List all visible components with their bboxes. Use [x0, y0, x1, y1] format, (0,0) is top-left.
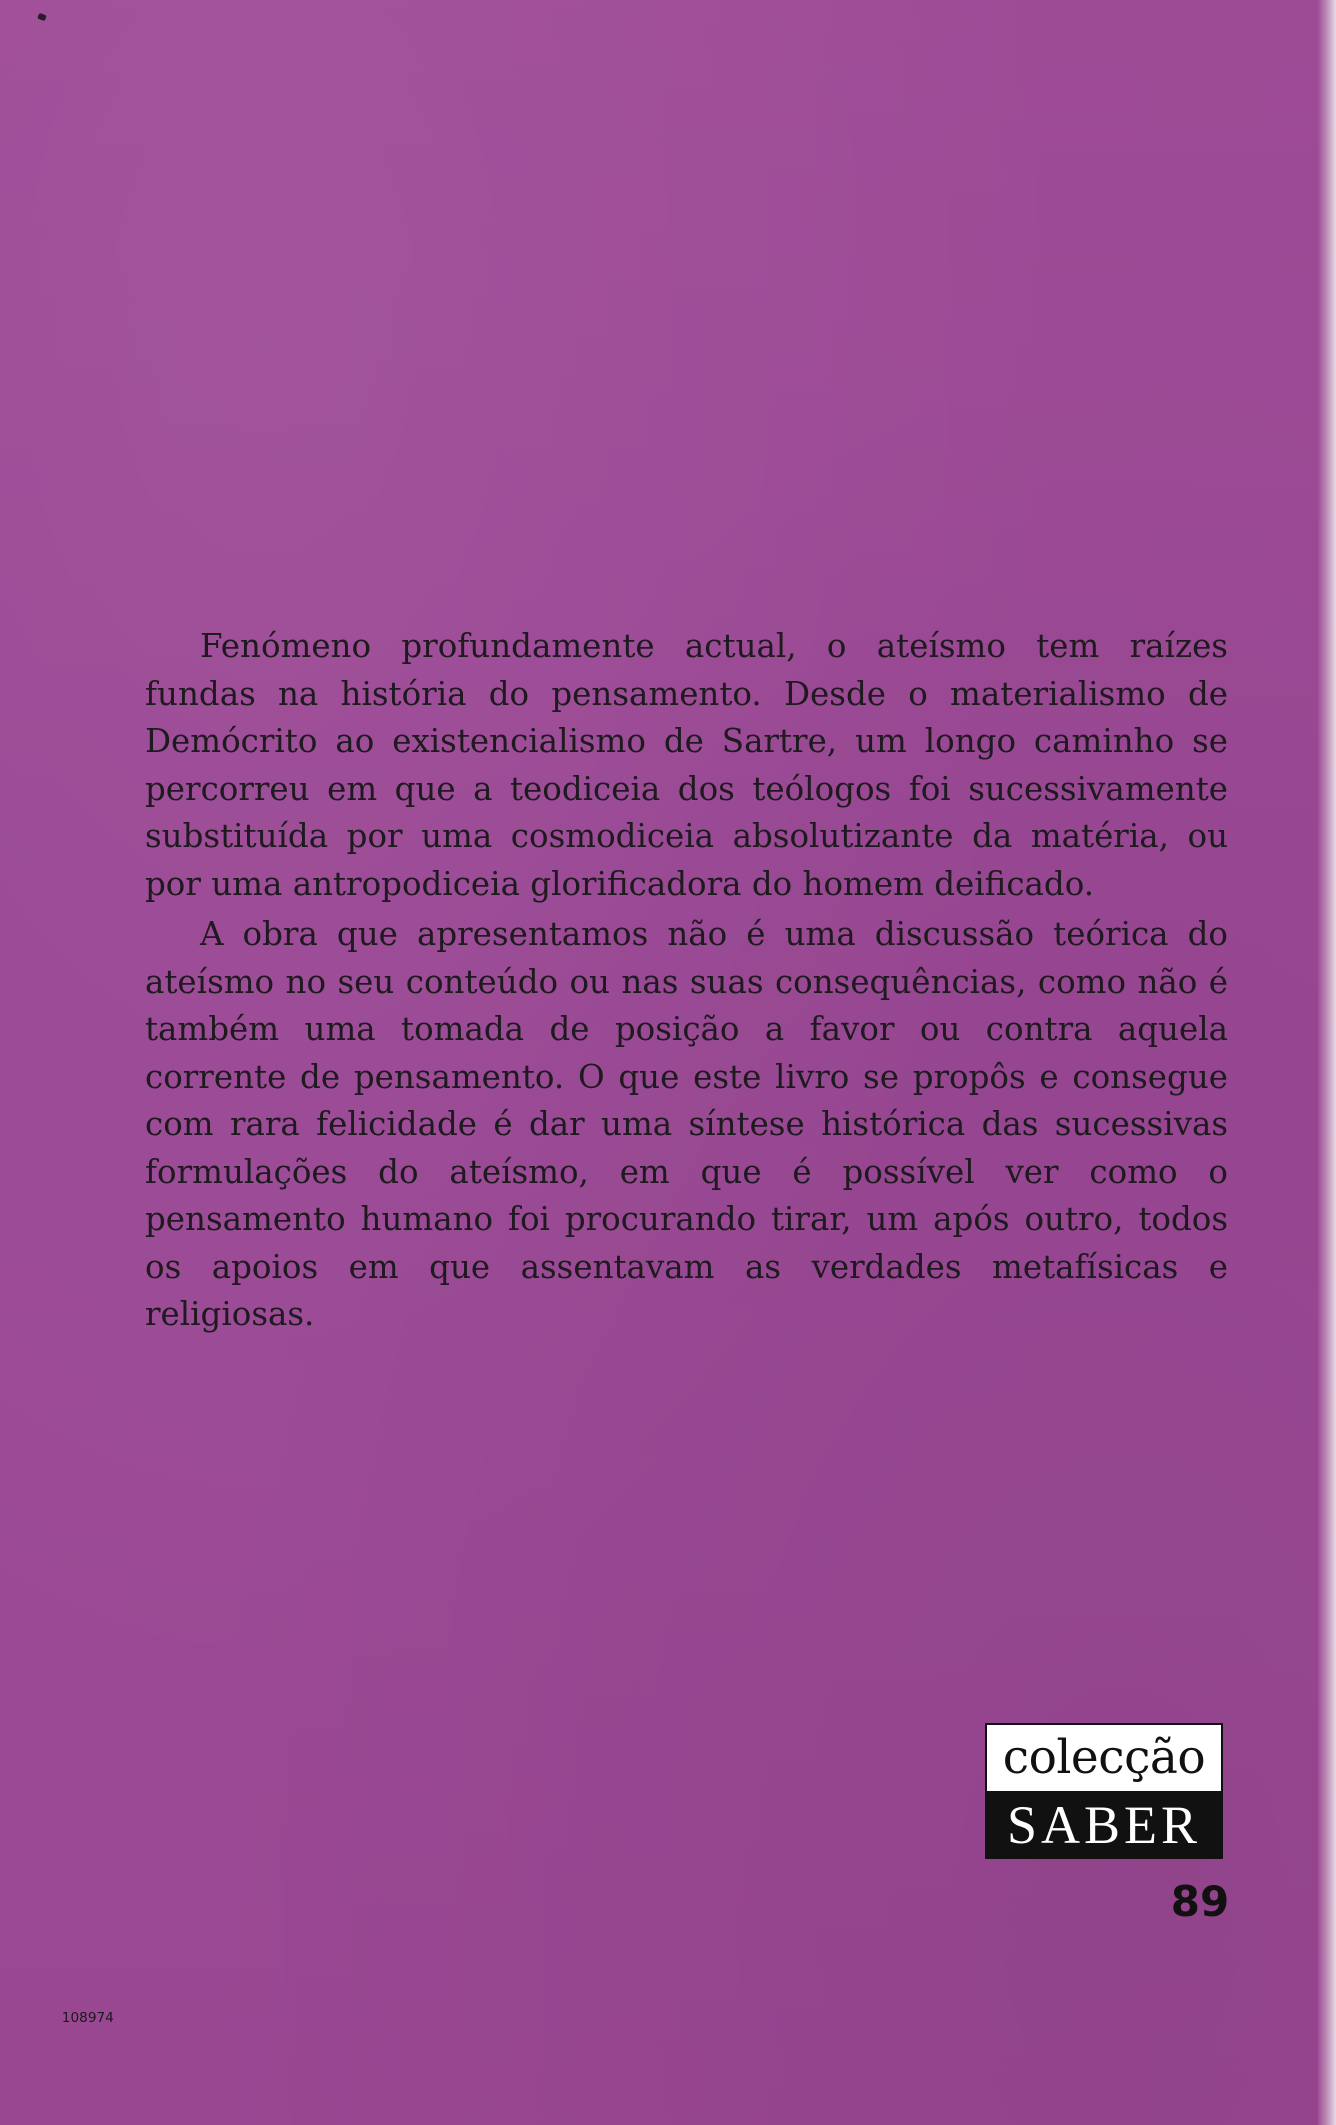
- stock-code: 108974: [61, 2011, 114, 2026]
- blurb-paragraph-1: Fenómeno profundamente actual, o ateísmo tem raízes fundas na história do pensamento. Desde o materialismo de Demócrito ao existencialismo de Sartre, um longo caminho se percorreu em que a teodiceia dos teólogos foi sucessivamente substituída por uma cosmodiceia absolutizante da matéria, ou por uma antropodiceia glorificadora do homem deificado.: [145, 627, 1228, 903]
- ink-speck: [37, 13, 47, 21]
- series-logo-top-text: colecção: [987, 1725, 1221, 1791]
- series-logo: [985, 1723, 1223, 1859]
- cover-edge: [1318, 0, 1336, 2125]
- blurb-paragraph-2: A obra que apresentamos não é uma discussão teórica do ateísmo no seu conteúdo ou nas suas consequências, como não é também uma tomada de posição a favor ou contra aquela corrente de pensamento. O que este livro se propôs e consegue com rara felicidade é dar uma síntese histórica das sucessivas formulações do ateísmo, em que é possível ver como o pensamento humano foi procurando tirar, um após outro, todos os apoios em que assentavam as verdades metafísicas e religiosas.: [145, 915, 1228, 1333]
- volume-number: 89: [1170, 1877, 1230, 1926]
- blurb-text: [145, 623, 1228, 1339]
- series-logo-bottom-text: SABER: [987, 1791, 1221, 1857]
